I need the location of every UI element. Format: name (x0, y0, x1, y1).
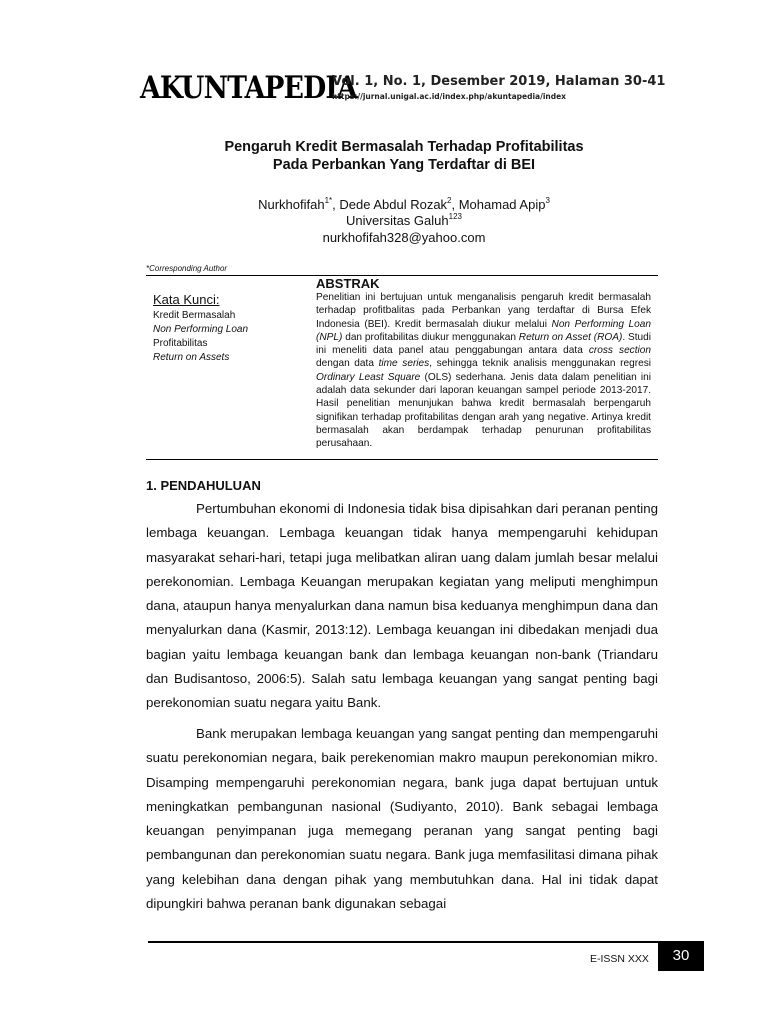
keywords-heading: Kata Kunci: (153, 292, 220, 307)
author-2-mark: 2 (447, 196, 452, 205)
abstract-text: Penelitian ini bertujuan untuk menganalisis pengaruh kredit bermasalah terhadap profitbalitas pada Perbankan yang terdaftar di Bursa Efek Indonesia (BEI). Kredit bermasalah diukur melalui (316, 292, 651, 330)
paper-title-line-2: Pada Perbankan Yang Terdaftar di BEI (272, 157, 536, 173)
author-3-mark: 3 (545, 196, 550, 205)
author-list (20, 197, 768, 212)
author-email[interactable]: nurkhofifah328@yahoo.com (322, 230, 486, 245)
corresponding-author-note: *Corresponding Author (146, 264, 228, 273)
author-3: , Mohamad Apip (451, 197, 546, 212)
abstract-text: dengan data (316, 358, 379, 370)
keyword-item: Return on Assets (153, 352, 230, 363)
journal-url[interactable]: https://jurnal.unigal.ac.id/index.php/akuntapedia/index (332, 92, 567, 101)
page-number: 30 (658, 941, 704, 971)
body-paragraph-1 (146, 497, 658, 716)
paper-title-line-1: Pengaruh Kredit Bermasalah Terhadap Profitabilitas (224, 139, 584, 155)
abstract-term: Return on Asset (ROA) (518, 331, 623, 343)
author-1: Nurkhofifah (258, 197, 325, 212)
abstract-top-rule (146, 275, 658, 276)
abstract-term: Ordinary Least Square (316, 371, 421, 383)
keyword-item: Non Performing Loan (153, 324, 249, 335)
paragraph-text: Pertumbuhan ekonomi di Indonesia tidak bisa dipisahkan dari peranan penting lembaga keuangan. Lembaga keuangan tidak hanya mempengaruhi kehidupan masyarakat sehari-hari, tetapi juga melibatkan aliran uang dalam jumlah besar melalui perekonomian. Lembaga Keuangan merupakan kegiatan yang meliputi menghimpun dana, ataupun hanya menyalurkan dana namun bisa keduanya menghimpun dana dan menyalurkan dana (Kasmir, 2013:12). Lembaga keuangan ini dibedakan menjadi dua bagian yaitu lembaga keuangan bank dan lembaga keuangan non-bank (Triandaru dan Budisantoso, 2006:5). Salah satu lembaga keuangan yang sangat penting bagi perekonomian suatu negara yaitu Bank. (146, 501, 659, 711)
paragraph-text: Bank merupakan lembaga keuangan yang sangat penting dan mempengaruhi suatu perekonomian negara, baik perekenomian makro maupun perekonomian mikro. Disamping mempengaruhi perekonomian negara, bank juga dapat bertujuan untuk meningkatkan pembangunan nasional (Sudiyanto, 2010). Bank sebagai lembaga keuangan penyimpanan juga memegang peranan yang sangat penting bagi pembangunan dan perekonomian suatu negara. Bank juga memfasilitasi dimana pihak yang kelebihan dana dengan pihak yang membutuhkan dana. Hal ini tidak dapat dipungkiri bahwa peranan bank digunakan sebagai (146, 726, 658, 912)
journal-volume-info: Vol. 1, No. 1, Desember 2019, Halaman 30-41 (332, 74, 666, 89)
affiliation-mark: 123 (448, 212, 462, 221)
abstract-text: (OLS) sederhana. Jenis data dalam penelitian ini adalah data sekunder dari laporan keuangan sampel periode 2013-2017. Hasil penelitian menunjukan bahwa kredit bermasalah berpengaruh signifikan terhadap profitabilitas dengan arah yang negative. Artinya kredit bermasalah akan berdampak terhadap penurunan profitabilitas perusahaan. (316, 371, 651, 450)
keyword-item: Kredit Bermasalah (153, 310, 236, 321)
abstract-term: time series (378, 358, 430, 370)
abstract-bottom-rule (146, 459, 658, 460)
keyword-item: Profitabilitas (153, 338, 208, 349)
abstract-term: cross section (588, 345, 652, 357)
affiliation (20, 213, 768, 228)
abstract-body (316, 291, 651, 451)
journal-logo: AKUNTAPEDIA (140, 70, 357, 106)
author-2: , Dede Abdul Rozak (332, 197, 448, 212)
author-1-mark: 1* (324, 196, 333, 205)
abstract-text: . Studi ini meneliti data panel atau penggabungan antara data (316, 331, 651, 357)
abstract-text: dan profitabilitas diukur menggunakan (342, 331, 519, 343)
footer-issn: E-ISSN XXX (590, 953, 649, 965)
affiliation-name: Universitas Galuh (346, 213, 449, 228)
abstract-heading: ABSTRAK (316, 276, 380, 291)
body-paragraph-2 (146, 722, 658, 916)
abstract-text: , sehingga teknik analisis menggunakan regresi (429, 358, 651, 370)
footer-rule (148, 941, 658, 943)
abstract-term: Non Performing Loan (NPL) (316, 318, 651, 343)
section-heading: 1. PENDAHULUAN (146, 478, 261, 493)
